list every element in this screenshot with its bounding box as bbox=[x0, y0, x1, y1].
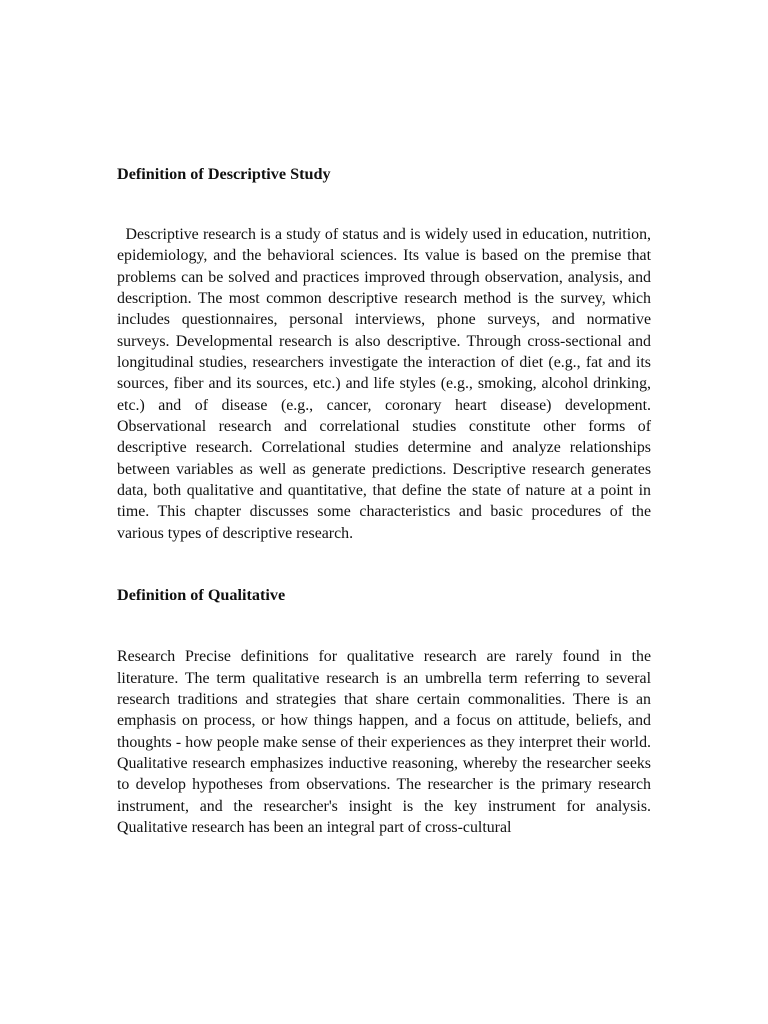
section-heading-qualitative: Definition of Qualitative bbox=[117, 586, 286, 605]
document-body bbox=[117, 163, 655, 838]
section-paragraph-qualitative: Research Precise definitions for qualitative research are rarely found in the literature. The term qualitative research is an umbrella term referring to several research traditions and strategies that share certain commonalities. There is an emphasis on process, or how things happen, and a focus on attitude, beliefs, and thoughts - how people make sense of their experiences as they interpret their world. Qualitative research emphasizes inductive reasoning, whereby the researcher seeks to develop hypotheses from observations. The researcher is the primary research instrument, and the researcher's insight is the key instrument for analysis. Qualitative research has been an integral part of cross-cultural bbox=[117, 648, 651, 836]
section-paragraph-descriptive-study: Descriptive research is a study of status and is widely used in education, nutrition, epidemiology, and the behavioral sciences. Its value is based on the premise that problems can be solved and practices improved through observation, analysis, and description. The most common descriptive research method is the survey, which includes questionnaires, personal interviews, phone surveys, and normative surveys. Developmental research is also descriptive. Through cross-sectional and longitudinal studies, researchers investigate the interaction of diet (e.g., fat and its sources, fiber and its sources, etc.) and life styles (e.g., smoking, alcohol drinking, etc.) and of disease (e.g., cancer, coronary heart disease) development. Observational research and correlational studies constitute other forms of descriptive research. Correlational studies determine and analyze relationships between variables as well as generate predictions. Descriptive research generates data, both qualitative and quantitative, that define the state of nature at a point in time. This chapter discusses some characteristics and basic procedures of the various types of descriptive research. bbox=[117, 226, 655, 542]
section-heading-descriptive-study: Definition of Descriptive Study bbox=[117, 165, 331, 183]
